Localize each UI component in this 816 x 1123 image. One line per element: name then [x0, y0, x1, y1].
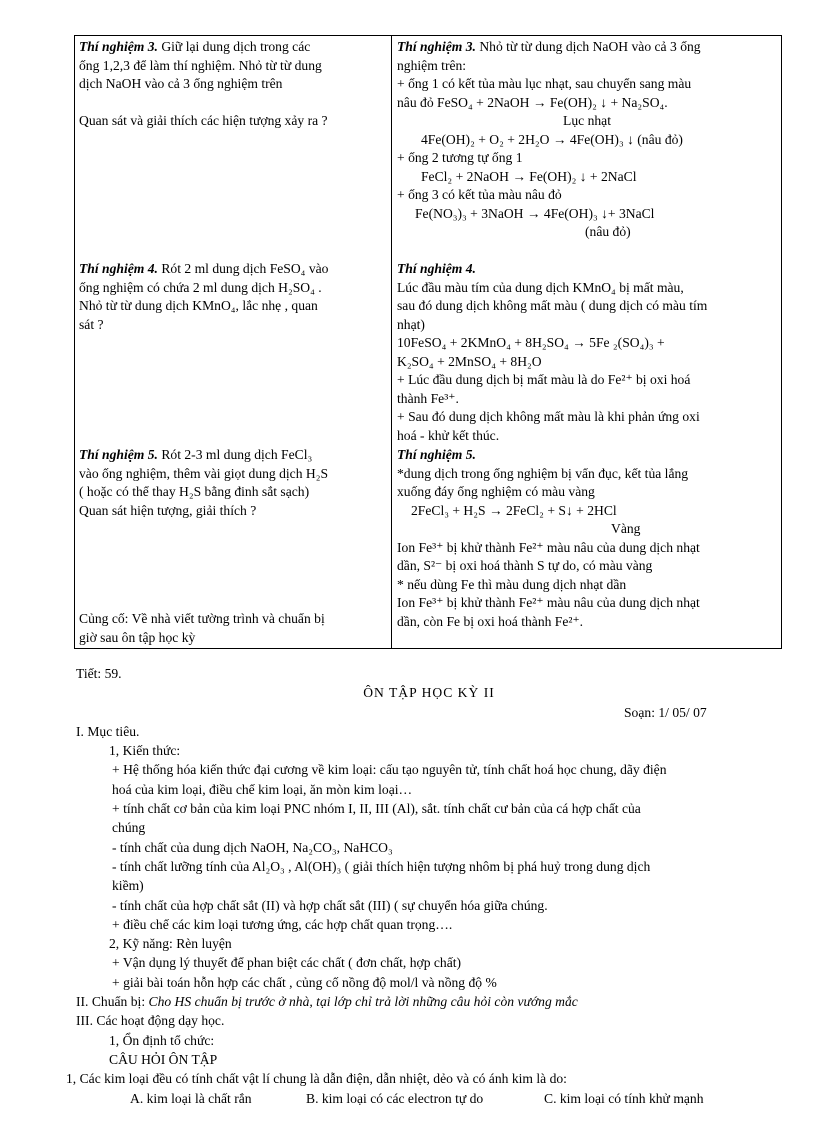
text-line: Rót 2-3 ml dung dịch FeCl₃	[157, 447, 313, 462]
equation-line: 2FeCl₃ + H₂S → 2FeCl₂ + S↓ + 2HCl	[411, 502, 617, 518]
exp4-right-cell	[397, 260, 777, 445]
text-line: Giữ lại dung dịch trong các	[157, 39, 311, 54]
text-line: + Hệ thống hóa kiến thức đại cương về kim loại: cấu tạo nguyên tử, tính chất hoá học chung, dãy điện	[112, 762, 667, 778]
objectives-heading: I. Mục tiêu.	[76, 723, 140, 739]
text-line: thành Fe³⁺.	[397, 390, 459, 406]
text-line: ống nghiệm có chứa 2 ml dung dịch H₂SO₄ .	[79, 279, 322, 295]
text-line: + Vận dụng lý thuyết để phan biệt các chất ( đơn chất, hợp chất)	[112, 955, 462, 971]
text-line: Nhỏ từ từ dung dịch NaOH vào cả 3 ống	[475, 39, 701, 54]
text-line: Ion Fe³⁺ bị khử thành Fe²⁺ màu nâu của dung dịch nhạt	[397, 539, 700, 555]
text-line: giờ sau ôn tập học kỳ	[79, 629, 196, 645]
text-line: kiềm)	[112, 878, 144, 894]
text-line: ( hoặc có thể thay H₂S bằng đinh sắt sạch)	[79, 484, 310, 499]
experiment-table	[74, 35, 782, 649]
exp3-right-cell	[397, 38, 777, 242]
exp3-left-cell	[79, 38, 386, 131]
text-line: dịch NaOH vào cả 3 ống nghiệm trên	[79, 76, 283, 91]
text-line: xuống đáy ống nghiệm có màu vàng	[397, 484, 595, 499]
exp4-left-cell	[79, 260, 386, 334]
text-line: - tính chất lưỡng tính của Al₂O₃ , Al(OH)₃ ( giải thích hiện tượng nhôm bị phá huỷ trong dung dịch	[112, 858, 651, 874]
text-line: nghiệm trên:	[397, 57, 467, 73]
equation-line: nâu đỏ FeSO₄ + 2NaOH → Fe(OH)₂ ↓ + Na₂SO₄.	[397, 94, 668, 110]
text-line: + Lúc đầu dung dịch bị mất màu là do Fe²⁺ bị oxi hoá	[397, 372, 691, 387]
text-line: *dung dịch trong ống nghiệm bị vẩn đục, kết tủa lắng	[397, 465, 689, 481]
text-line: Củng cố: Về nhà viết tường trình và chuẩn bị	[79, 611, 325, 626]
lesson-plan	[66, 664, 782, 1108]
text-line: + Sau đó dung dịch không mất màu là khi phản ứng oxi	[397, 409, 700, 424]
column-divider	[391, 36, 392, 648]
equation-line: K₂SO₄ + 2MnSO₄ + 8H₂O	[397, 353, 542, 369]
question-1: 1, Các kim loại đều có tính chất vật lí chung là dẫn điện, dẫn nhiệt, dẻo và có ánh kim là do:	[66, 1071, 567, 1087]
text-line: Ion Fe³⁺ bị khử thành Fe²⁺ màu nâu của dung dịch nhạt	[397, 595, 700, 610]
organization-heading: 1, Ổn định tổ chức:	[109, 1032, 215, 1048]
text-line: - tính chất của dung dịch NaOH, Na₂CO₃, NaHCO₃	[112, 839, 393, 855]
text-line: dần, S²⁻ bị oxi hoá thành S tự do, có màu vàng	[397, 558, 653, 573]
text-line: sát ?	[79, 316, 104, 332]
text-line	[79, 94, 386, 113]
text-line: + ống 2 tương tự ống 1	[397, 150, 523, 165]
preparation-line	[76, 992, 782, 1011]
question-1-options	[76, 1089, 782, 1108]
text-line: sau đó dung dịch không mất màu ( dung dịch có màu tím	[397, 298, 708, 313]
equation-line: 10FeSO₄ + 2KMnO₄ + 8H₂SO₄ → 5Fe ₂(SO₄)₃ +	[397, 335, 665, 350]
text-line: nhạt)	[397, 316, 425, 332]
equation-line: Fe(NO₃)₃ + 3NaOH → 4Fe(OH)₃ ↓+ 3NaCl	[415, 205, 655, 221]
exp3-left-title: Thí nghiệm 3.	[79, 39, 158, 54]
text-line: dần, còn Fe bị oxi hoá thành Fe²⁺.	[397, 613, 584, 629]
color-label: Vàng	[611, 521, 641, 536]
text-line: * nếu dùng Fe thì màu dung dịch nhạt dần	[397, 576, 627, 592]
text-line: + điều chế các kim loại tương ứng, các hợp chất quan trọng….	[112, 916, 453, 932]
lesson-title: ÔN TẬP HỌC KỲ II	[363, 685, 495, 701]
exp4-right-title: Thí nghiệm 4.	[397, 261, 476, 276]
period-number: Tiết: 59.	[76, 666, 122, 681]
text-line: chúng	[112, 820, 146, 836]
option-a: A. kim loại là chất rắn	[130, 1090, 252, 1106]
text-line: ống 1,2,3 để làm thí nghiệm. Nhỏ từ từ dung	[79, 57, 322, 73]
option-c: C. kim loại có tính khử mạnh	[544, 1090, 704, 1106]
preparation-text: Cho HS chuẩn bị trước ở nhà, tại lớp chỉ trả lời những câu hỏi còn vướng mắc	[148, 994, 578, 1010]
text-line: + ống 1 có kết tủa màu lục nhạt, sau chuyển sang màu	[397, 76, 692, 91]
option-b: B. kim loại có các electron tự do	[306, 1090, 484, 1106]
text-line: hoá - khử kết thúc.	[397, 427, 500, 443]
skills-heading: 2, Kỹ năng: Rèn luyện	[109, 936, 232, 952]
text-line: Nhỏ từ từ dung dịch KMnO₄, lắc nhẹ , quan	[79, 298, 318, 313]
text-line: vào ống nghiệm, thêm vài giọt dung dịch H₂S	[79, 465, 329, 481]
prepared-date: Soạn: 1/ 05/ 07	[624, 704, 707, 720]
knowledge-heading: 1, Kiến thức:	[109, 743, 181, 759]
color-label: (nâu đỏ)	[585, 224, 631, 239]
equation-line: FeCl₂ + 2NaOH → Fe(OH)₂ ↓ + 2NaCl	[421, 168, 637, 184]
text-line: + giải bài toán hỗn hợp các chất , củng cố nồng độ mol/l và nồng độ %	[112, 974, 497, 990]
text-line: - tính chất của hợp chất sắt (II) và hợp chất sắt (III) ( sự chuyển hóa giữa chúng.	[112, 897, 548, 913]
exp5-left-title: Thí nghiệm 5.	[79, 447, 158, 462]
exp5-left-footer	[79, 610, 386, 647]
exp5-right-title: Thí nghiệm 5.	[397, 447, 476, 462]
text-line: Rót 2 ml dung dịch FeSO₄ vào	[157, 261, 329, 276]
preparation-label: II. Chuẩn bị:	[76, 994, 149, 1010]
exp3-right-title: Thí nghiệm 3.	[397, 39, 476, 54]
equation-line: 4Fe(OH)₂ + O₂ + 2H₂O → 4Fe(OH)₃ ↓ (nâu đỏ)	[421, 131, 683, 147]
activities-heading: III. Các hoạt động dạy học.	[76, 1013, 225, 1029]
text-line: Quan sát và giải thích các hiện tượng xảy ra ?	[79, 113, 328, 128]
exp4-left-title: Thí nghiệm 4.	[79, 261, 158, 276]
color-label: Lục nhạt	[563, 113, 611, 128]
review-heading: CÂU HỎI ÔN TẬP	[109, 1051, 218, 1067]
text-line: hoá của kim loại, điều chế kim loại, ăn mòn kim loại…	[112, 781, 413, 797]
text-line: + ống 3 có kết tủa màu nâu đỏ	[397, 187, 562, 202]
exp5-right-cell	[397, 446, 777, 631]
text-line: + tính chất cơ bản của kim loại PNC nhóm I, II, III (Al), sắt. tính chất cư bản của cá hợp chất của	[112, 801, 641, 817]
text-line: Lúc đầu màu tím của dung dịch KMnO₄ bị mất màu,	[397, 279, 684, 295]
text-line: Quan sát hiện tượng, giải thích ?	[79, 502, 257, 518]
exp5-left-cell	[79, 446, 386, 520]
